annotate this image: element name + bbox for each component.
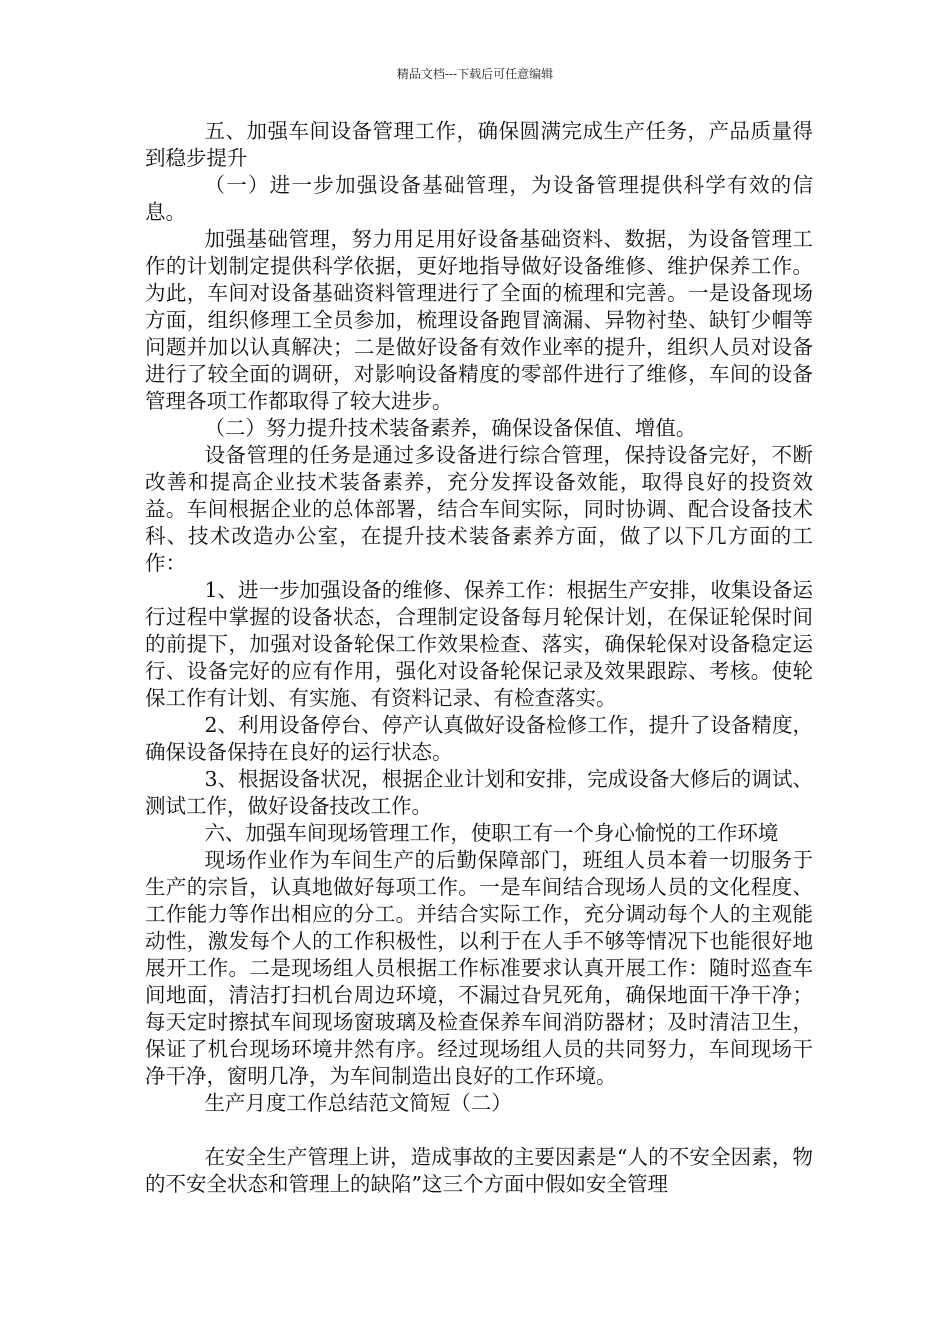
blank-line (145, 1117, 813, 1144)
paragraph-safety-management: 在安全生产管理上讲，造成事故的主要因素是“人的不安全因素，物的不安全状态和管理上的缺陷”这三个方面中假如安全管理 (145, 1145, 813, 1196)
section-heading-6: 六、加强车间现场管理工作，使职工有一个身心愉悦的工作环境 (204, 821, 779, 845)
list-item-2: 2、利用设备停台、停产认真做好设备检修工作，提升了设备精度，确保设备保持在良好的运行状态。 (145, 713, 813, 764)
section-heading-5: 五、加强车间设备管理工作，确保圆满完成生产任务，产品质量得到稳步提升 (145, 119, 813, 170)
list-item-1: 1、进一步加强设备的维修、保养工作：根据生产安排，收集设备运行过程中掌握的设备状态，合理制定设备每月轮保计划，在保证轮保时间的前提下，加强对设备轮保工作效果检查、落实，确保轮保对设备稳定运行、设备完好的应有作用，强化对设备轮保记录及效果跟踪、考核。使轮保工作有计划、有实施、有资料记录、有检查落实。 (145, 578, 813, 710)
page-header: 精品文档---下载后可任意编辑 (396, 67, 554, 81)
document-body (145, 118, 813, 1198)
paragraph-site-management: 现场作业作为车间生产的后勤保障部门，班组人员本着一切服务于生产的宗旨，认真地做好每项工作。一是车间结合现场人员的文化程度、工作能力等作出相应的分工。并结合实际工作，充分调动每个人的主观能动性，激发每个人的工作积极性，以利于在人手不够等情况下也能很好地展开工作。二是现场组人员根据工作标准要求认真开展工作：随时巡查车间地面，清洁打扫机台周边环境，不漏过旮旯死角，确保地面干净干净；每天定时擦拭车间现场窗玻璃及检查保养车间消防器材；及时清洁卫生，保证了机台现场环境井然有序。经过现场组人员的共同努力，车间现场干净干净，窗明几净，为车间制造出良好的工作环境。 (145, 848, 813, 1088)
subsection-heading-2: （二）努力提升技术装备素养，确保设备保值、增值。 (204, 416, 697, 440)
paragraph-equipment-tasks: 设备管理的任务是通过多设备进行综合管理，保持设备完好，不断改善和提高企业技术装备素养，充分发挥设备效能，取得良好的投资效益。车间根据企业的总体部署，结合车间实际，同时协调、配合设备技术科、技术改造办公室，在提升技术装备素养方面，做了以下几方面的工作： (145, 443, 813, 575)
list-item-3: 3、根据设备状况，根据企业计划和安排，完成设备大修后的调试、测试工作，做好设备技改工作。 (145, 767, 813, 818)
paragraph-basic-management: 加强基础管理，努力用足用好设备基础资料、数据，为设备管理工作的计划制定提供科学依据，更好地指导做好设备维修、维护保养工作。为此，车间对设备基础资料管理进行了全面的梳理和完善。一是设备现场方面，组织修理工全员参加，梳理设备跑冒滴漏、异物衬垫、缺钉少帽等问题并加以认真解决；二是做好设备有效作业率的提升，组织人员对设备进行了较全面的调研，对影响设备精度的零部件进行了维修，车间的设备管理各项工作都取得了较大进步。 (145, 227, 813, 413)
subsection-heading-1: （一）进一步加强设备基础管理，为设备管理提供科学有效的信息。 (145, 173, 813, 224)
document-title-part-2: 生产月度工作总结范文简短（二） (204, 1091, 512, 1115)
